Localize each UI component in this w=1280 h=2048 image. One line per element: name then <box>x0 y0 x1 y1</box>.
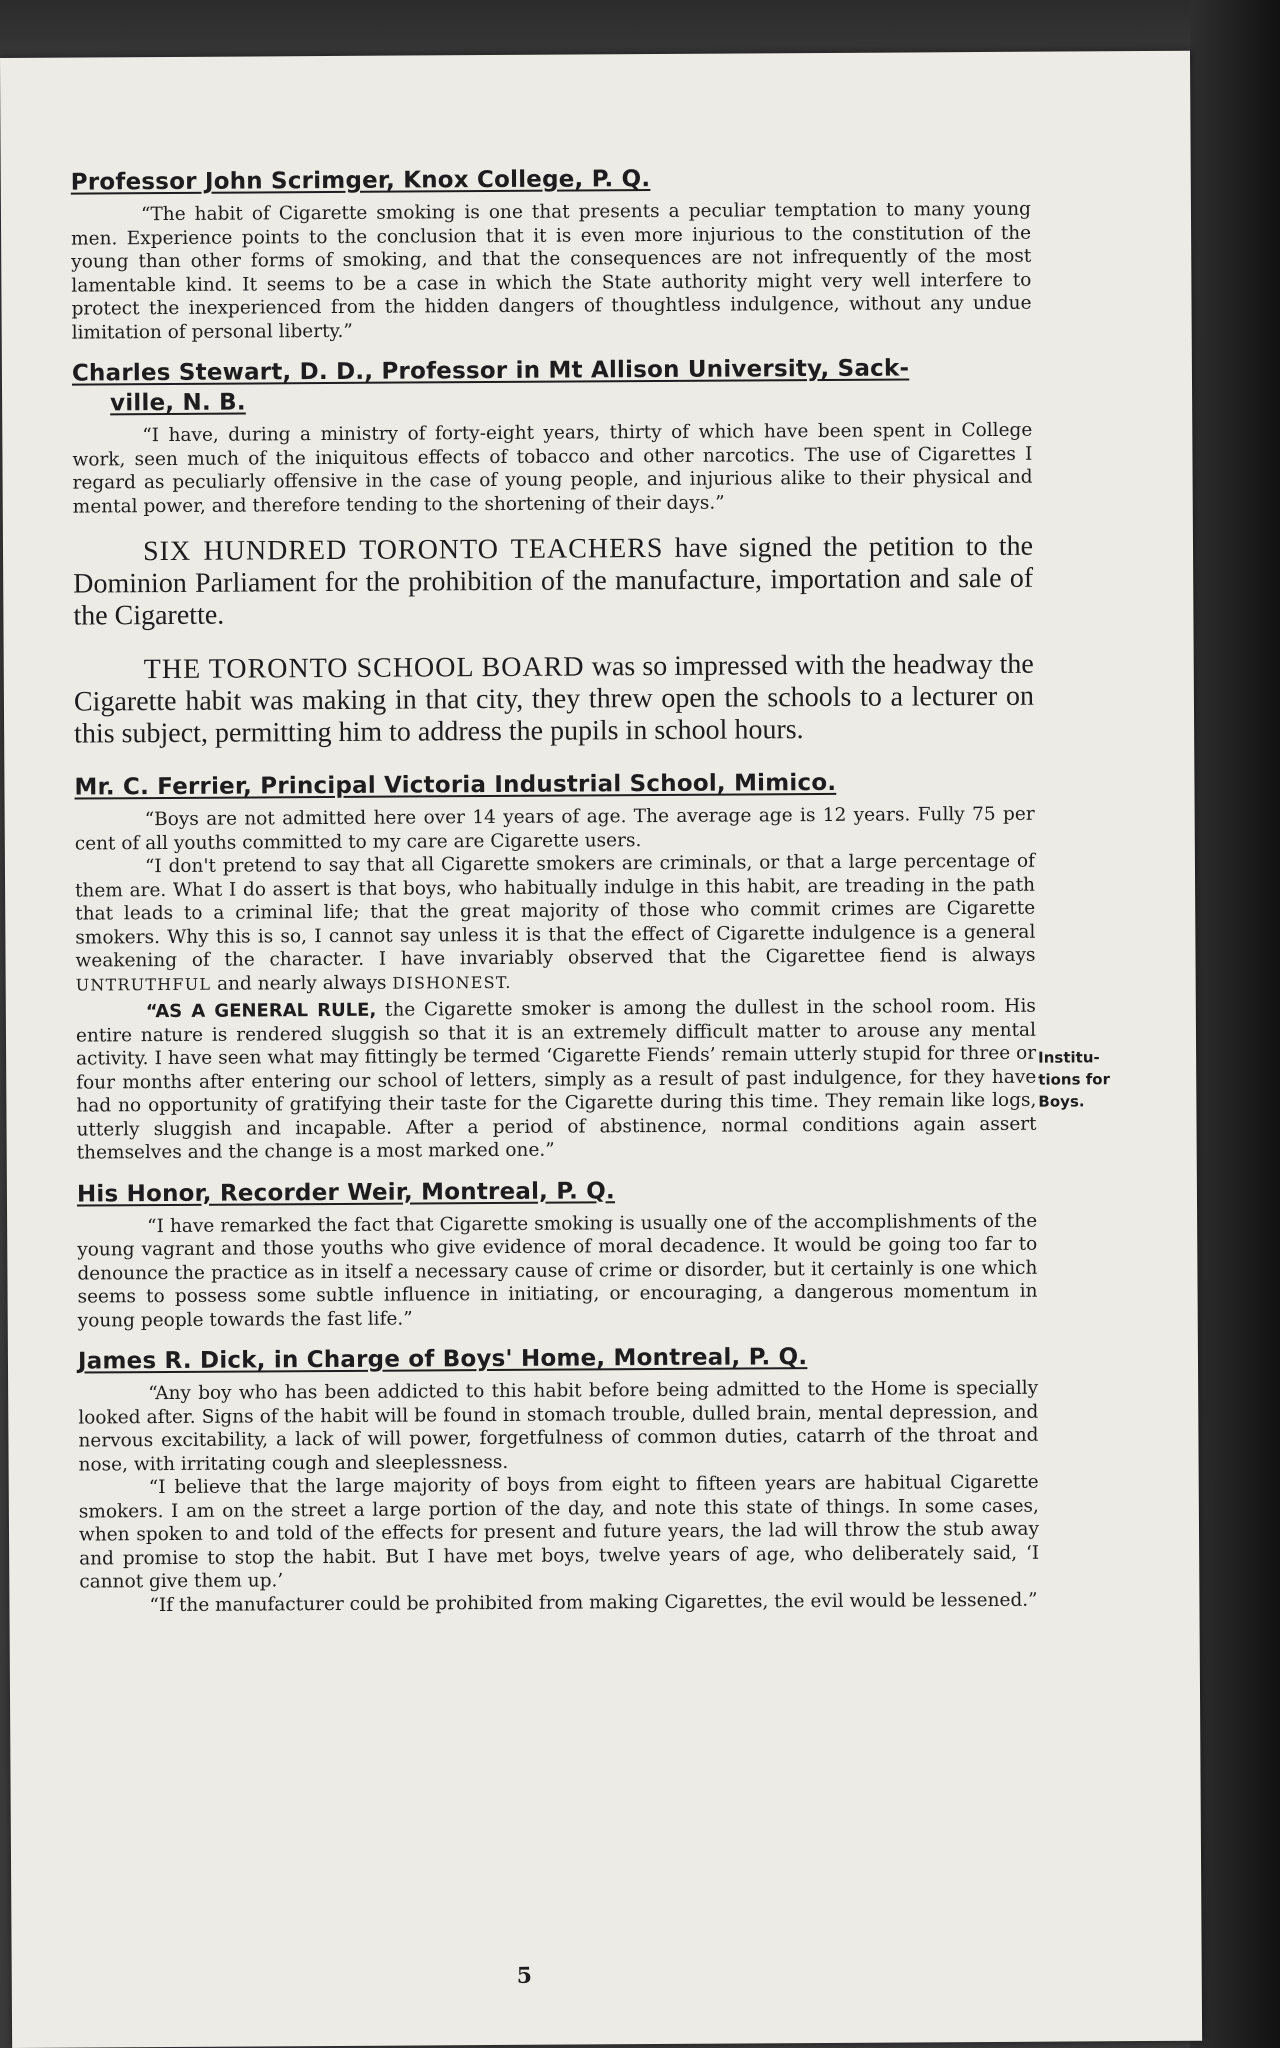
teachers-caps: SIX HUNDRED TORONTO TEACHERS <box>142 532 664 568</box>
scan-background-right <box>1190 0 1280 2048</box>
quote-stewart: “I have, during a ministry of forty-eight years, thirty of which have been spent in College work, seen much of the iniquitous effects of tobacco and other narcotics. The use of Cigarettes I regard as peculiarly offensive in the case of young people, and injurious alike to their physical and mental power, and therefore tending to the shortening of their days.” <box>72 419 1033 518</box>
quote-scrimger: “The habit of Cigarette smoking is one that presents a peculiar temptation to many young men. Experience points to the conclusion that it is even more injurious to the constitution of the young than other forms of smoking, and that the consequences are not infrequently of the most lamentable kind. It seems to be a case in which the State authority might very well interfere to protect the inexperienced from the hidden dangers of thoughtless indulgence, without any undue limitation of personal liberty.” <box>71 198 1032 344</box>
heading-ferrier: Mr. C. Ferrier, Principal Victoria Industrial School, Mimico. <box>74 769 837 801</box>
ferrier-dishonest: DISHONEST. <box>392 972 512 993</box>
paragraph-school-board <box>74 649 1035 751</box>
quote-ferrier-3 <box>76 995 1037 1165</box>
ferrier-2a: “I don't pretend to say that all Cigarette smokers are criminals, or that a large percentage of them are. What I do assert is that boys, who habitually indulge in this habit, are treading in the path that leads to a criminal life; that the great majority of those who commit crimes are Cigarette smokers. Why this is so, I cannot say unless it is that the effect of Cigarette indulgence is a general weakening of the character. I have invariably observed that the Cigarettee fiend is always <box>75 850 1036 972</box>
ferrier-general-rule: “AS A GENERAL RULE, <box>145 999 377 1023</box>
margin-note-line3: Boys. <box>1038 1092 1085 1111</box>
heading-dick: James R. Dick, in Charge of Boys' Home, Montreal, P. Q. <box>77 1344 808 1375</box>
heading-weir: His Honor, Recorder Weir, Montreal, P. Q. <box>76 1177 616 1208</box>
heading-scrimger: Professor John Scrimger, Knox College, P. Q. <box>70 166 651 196</box>
board-text: was so impressed with the headway the Cigarette habit was making in that city, they threw open the schools to a lecturer on this subject, permitting him to address the pupils in school hours. <box>73 648 1035 750</box>
margin-note <box>1038 1046 1128 1113</box>
page-content <box>71 162 1040 1632</box>
ferrier-3: the Cigarette smoker is among the dullest in the school room. His entire nature is rendered sluggish so that it is an extremely difficult matter to arouse any mental activity. I have seen what may fittingly be termed ‘Cigarette Fiends’ remain utterly stupid for three or four months after entering our school of letters, simply as a result of past indulgence, for they have had no opportunity of gratifying their taste for the Cigarette during this time. They remain like logs, utterly sluggish and incapable. After a period of abstinence, normal conditions again assert themselves and the change is a most marked one.” <box>75 995 1037 1164</box>
heading-stewart-line2: ville, N. B. <box>110 389 246 417</box>
margin-note-line1: Institu- <box>1038 1048 1100 1067</box>
quote-dick-2: “I believe that the large majority of boys from eight to fifteen years are habitual Cigarette smokers. I am on the street a large portion of the day, and note this state of things. In some cases, when spoken to and told of the effects for present and future years, the lad will throw the stub away and promise to stop the habit. But I have met boys, twelve years of age, who deliberately said, ‘I cannot give them up.’ <box>78 1471 1040 1593</box>
heading-stewart <box>72 353 1032 419</box>
ferrier-untruthful: UNTRUTHFUL <box>75 974 212 995</box>
heading-stewart-line1: Charles Stewart, D. D., Professor in Mt Allison University, Sack- <box>71 355 910 387</box>
page-number: 5 <box>516 1962 533 1989</box>
teachers-text: have signed the petition to the Dominion Parliament for the prohibition of the manufacture, importation and sale of the Cigarette. <box>73 530 1034 632</box>
board-caps: THE TORONTO SCHOOL BOARD <box>143 651 585 686</box>
quote-ferrier-1: “Boys are not admitted here over 14 years of age. The average age is 12 years. Fully 75 per cent of all youths committed to my care are Cigarette users. <box>74 803 1035 855</box>
ferrier-2b: and nearly always <box>211 972 393 995</box>
quote-dick-3: “If the manufacturer could be prohibited from making Cigarettes, the evil would be lessened.” <box>149 1589 1038 1616</box>
quote-dick-1: “Any boy who has been addicted to this habit before being admitted to the Home is specially looked after. Signs of the habit will be found in stomach trouble, dulled brain, mental depression, and nervous excitability, a lack of will power, forgetfulness of common duties, catarrh of the throat and nose, with irritating cough and sleeplessness. <box>78 1377 1039 1476</box>
document-page <box>0 51 1202 2048</box>
margin-note-line2: tions for <box>1038 1070 1111 1089</box>
quote-ferrier-2 <box>75 850 1036 997</box>
quote-weir: “I have remarked the fact that Cigarette smoking is usually one of the accomplishments of the young vagrant and those youths who give evidence of moral decadence. It would be going too far to denounce the practice as in itself a necessary cause of crime or disorder, but it certainly is one which seems to possess some subtle influence in initiating, or encouraging, a dangerous momentum in young people towards the fast life.” <box>77 1210 1038 1332</box>
paragraph-teachers <box>73 531 1034 633</box>
